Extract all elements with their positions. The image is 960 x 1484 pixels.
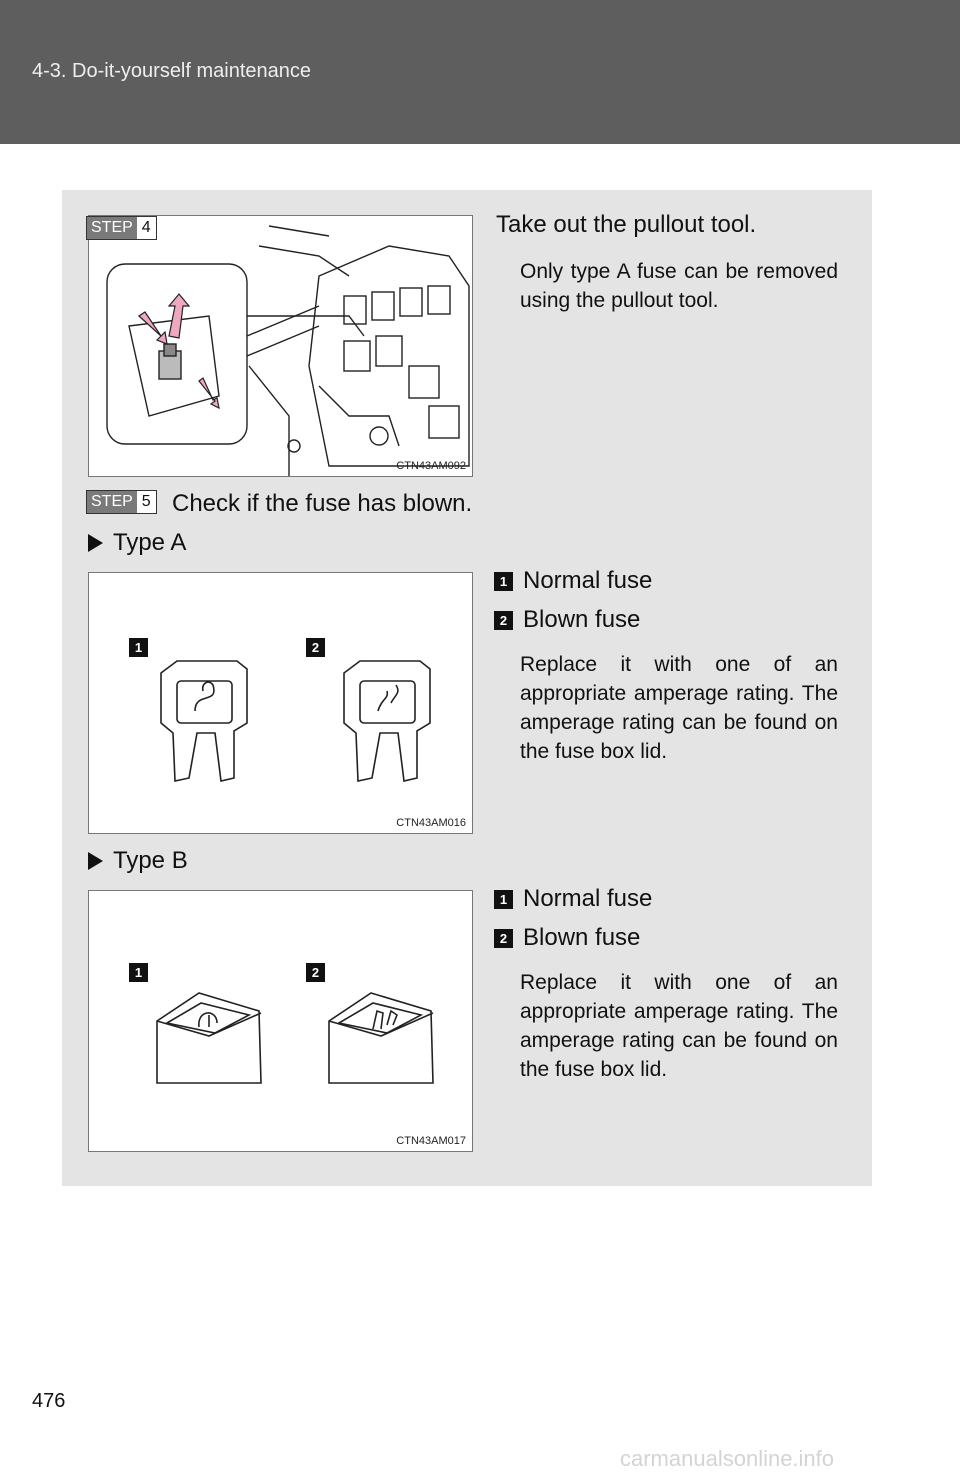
type-a-label <box>88 529 186 557</box>
legend-text: Blown fuse <box>523 924 641 951</box>
figure-code: CTN43AM092 <box>396 460 466 472</box>
legend-number: 1 <box>494 572 513 591</box>
legend-text: Blown fuse <box>523 606 641 633</box>
callout-2: 2 <box>306 963 325 982</box>
step-number: 5 <box>141 493 151 510</box>
type-b-figure <box>88 890 473 1152</box>
type-b-text: Type B <box>113 847 188 874</box>
type-b-note: Replace it with one of an appropriate amperage rating. The amperage rating can be found on the fuse box lid. <box>520 971 838 1081</box>
step-4-badge <box>86 216 157 240</box>
step-5-badge <box>86 490 157 514</box>
type-b-fuse-illustration <box>89 891 473 1152</box>
legend-number: 2 <box>494 611 513 630</box>
figure-code: CTN43AM016 <box>396 817 466 829</box>
figure-code: CTN43AM017 <box>396 1135 466 1147</box>
step-4-heading: Take out the pullout tool. <box>496 211 757 238</box>
type-a-text: Type A <box>113 529 187 556</box>
type-a-fuse-illustration <box>89 573 473 834</box>
type-b-legend-normal <box>494 885 652 913</box>
legend-number: 1 <box>494 890 513 909</box>
legend-text: Normal fuse <box>523 567 653 594</box>
triangle-bullet-icon <box>88 852 103 870</box>
watermark: carmanualsonline.info <box>620 1446 835 1471</box>
type-a-figure <box>88 572 473 834</box>
type-a-legend-normal <box>494 567 652 595</box>
pullout-tool-figure <box>88 215 473 477</box>
legend-number: 2 <box>494 929 513 948</box>
step-word: STEP <box>87 491 137 513</box>
callout-1: 1 <box>129 638 148 657</box>
content-panel <box>62 190 872 1186</box>
step-number: 4 <box>141 219 151 236</box>
page-header <box>0 0 960 144</box>
type-b-legend-blown <box>494 924 640 952</box>
page-number: 476 <box>32 1390 66 1412</box>
callout-1: 1 <box>129 963 148 982</box>
type-a-legend-blown <box>494 606 640 634</box>
step-4-note: Only type A fuse can be removed using the pullout tool. <box>520 260 838 312</box>
triangle-bullet-icon <box>88 534 103 552</box>
step-5-heading: Check if the fuse has blown. <box>172 490 473 517</box>
pullout-tool-illustration <box>89 216 473 477</box>
legend-text: Normal fuse <box>523 885 653 912</box>
step-word: STEP <box>87 217 137 239</box>
callout-2: 2 <box>306 638 325 657</box>
type-a-note: Replace it with one of an appropriate amperage rating. The amperage rating can be found on the fuse box lid. <box>520 653 838 763</box>
type-b-label <box>88 847 188 875</box>
section-title: 4-3. Do-it-yourself maintenance <box>32 60 312 82</box>
